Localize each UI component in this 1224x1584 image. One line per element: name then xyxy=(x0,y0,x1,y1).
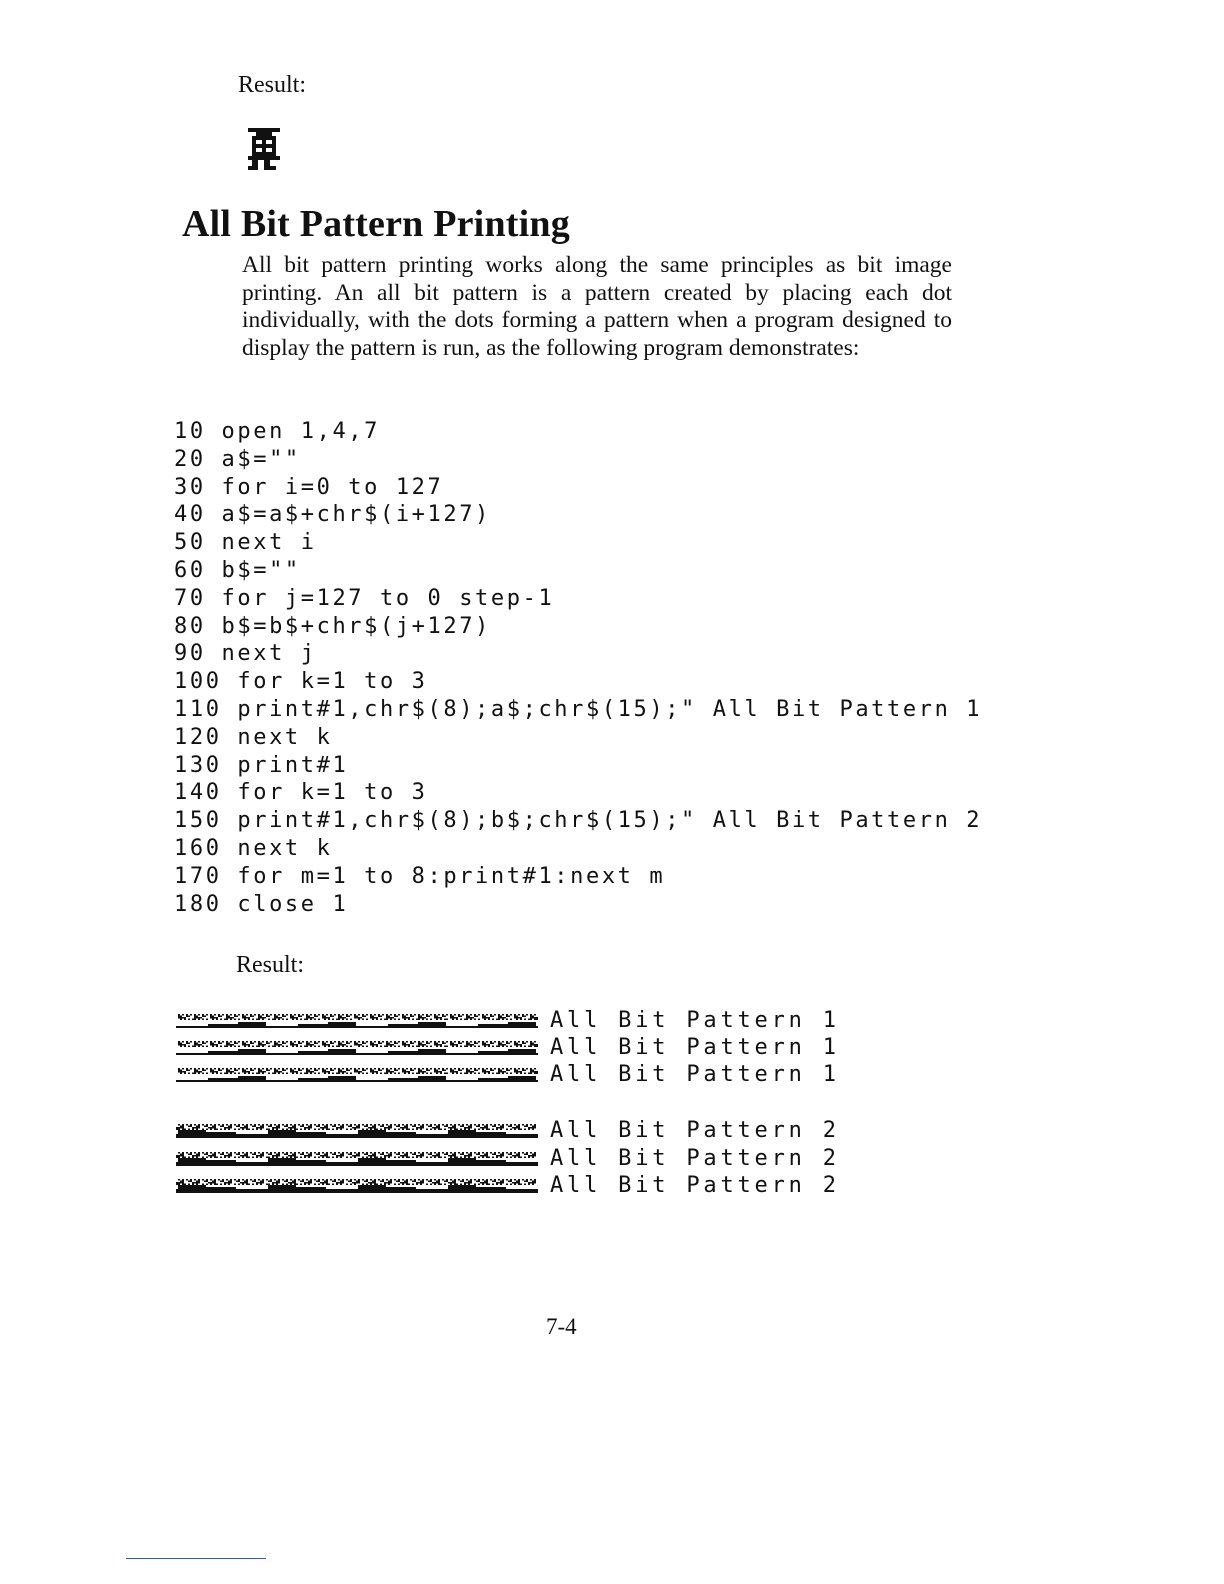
bit-pattern-1-strip xyxy=(176,1014,538,1028)
output-row-label: All Bit Pattern 1 xyxy=(550,1008,840,1033)
bit-pattern-2-strip xyxy=(176,1152,538,1166)
code-line: 90 next j xyxy=(174,641,317,667)
code-line: 50 next i xyxy=(174,530,317,556)
code-line: 110 print#1,chr$(8);a$;chr$(15);" All Bit Pattern 1 xyxy=(174,696,983,722)
code-line: 40 a$=a$+chr$(i+127) xyxy=(174,502,491,528)
code-line: 100 for k=1 to 3 xyxy=(174,669,428,695)
bit-pattern-1-strip xyxy=(176,1068,538,1082)
code-line: 30 for i=0 to 127 xyxy=(174,474,444,500)
intro-paragraph: All bit pattern printing works along the same principles as bit image printing. An all bit pattern is a pattern created by placing each dot individually, with the dots forming a pattern when a program designed to display the pattern is run, as the following program demonstrates: xyxy=(242,252,952,361)
result-label: Result: xyxy=(236,952,305,978)
code-line: 70 for j=127 to 0 step-1 xyxy=(174,585,555,611)
output-row xyxy=(176,1010,840,1032)
output-row xyxy=(176,1120,840,1142)
output-row-label: All Bit Pattern 2 xyxy=(550,1173,840,1198)
program-listing xyxy=(174,418,982,918)
bit-pattern-1-strip xyxy=(176,1041,538,1055)
output-row xyxy=(176,1148,840,1170)
section-heading: All Bit Pattern Printing xyxy=(182,203,570,245)
output-row-label: All Bit Pattern 2 xyxy=(550,1146,840,1171)
page-number: 7-4 xyxy=(546,1314,577,1339)
result-label: Result: xyxy=(238,72,307,98)
footnote-rule xyxy=(126,1558,266,1559)
code-line: 160 next k xyxy=(174,835,333,861)
output-row-label: All Bit Pattern 1 xyxy=(550,1035,840,1060)
output-row xyxy=(176,1037,840,1059)
output-row-label: All Bit Pattern 2 xyxy=(550,1118,840,1143)
output-row xyxy=(176,1175,840,1197)
bit-pattern-2-strip xyxy=(176,1124,538,1138)
code-line: 80 b$=b$+chr$(j+127) xyxy=(174,613,491,639)
code-line: 10 open 1,4,7 xyxy=(174,419,380,444)
code-line: 170 for m=1 to 8:print#1:next m xyxy=(174,863,666,889)
code-line: 60 b$="" xyxy=(174,557,301,583)
code-line: 140 for k=1 to 3 xyxy=(174,780,428,806)
output-row xyxy=(176,1064,840,1086)
bit-pattern-2-strip xyxy=(176,1179,538,1193)
code-line: 120 next k xyxy=(174,724,333,750)
code-line: 130 print#1 xyxy=(174,752,349,778)
bit-image-character-icon xyxy=(244,128,284,170)
code-line: 180 close 1 xyxy=(174,891,349,917)
code-line: 150 print#1,chr$(8);b$;chr$(15);" All Bit Pattern 2 xyxy=(174,808,983,834)
output-row-label: All Bit Pattern 1 xyxy=(550,1062,840,1087)
code-line: 20 a$="" xyxy=(174,446,301,472)
